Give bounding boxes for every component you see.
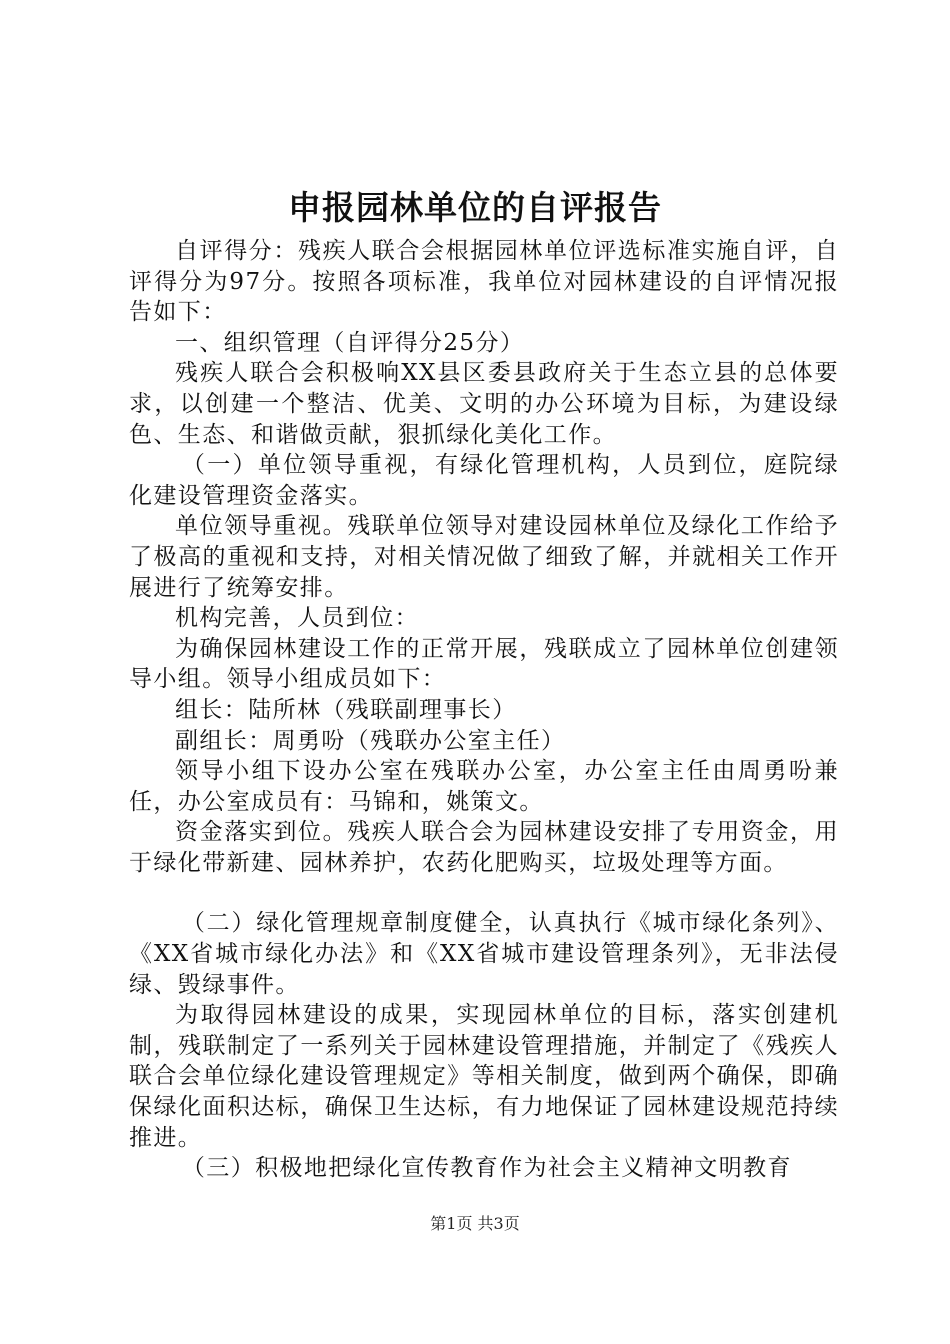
paragraph-leading-group: 为确保园林建设工作的正常开展，残联成立了园林单位创建领导小组。领导小组成员如下：	[129, 635, 839, 693]
paragraph-regulations: 为取得园林建设的成果，实现园林单位的目标，落实创建机制，残联制定了一系列关于园林建设管理措施，并制定了《残疾人联合会单位绿化建设管理规定》等相关制度，做到两个确保，即确保绿化面积达标，确保卫生达标，有力地保证了园林建设规范持续推进。	[129, 1002, 839, 1151]
paragraph-funding: 资金落实到位。残疾人联合会为园林建设安排了专用资金，用于绿化带新建、园林养护，农药化肥购买，垃圾处理等方面。	[129, 819, 839, 876]
paragraph-overview: 残疾人联合会积极响XX县区委县政府关于生态立县的总体要求，以创建一个整洁、优美、文明的办公环境为目标，为建设绿色、生态、和谐做贡献，狠抓绿化美化工作。	[129, 360, 839, 448]
document-body	[129, 236, 839, 1184]
document-title: 申报园林单位的自评报告	[288, 188, 662, 227]
paragraph-group-leader: 组长：陆所林（残联副理事长）	[175, 696, 517, 723]
page-footer: 第1页 共3页	[430, 1214, 520, 1233]
paragraph-organization: 机构完善，人员到位：	[175, 605, 419, 632]
paragraph-deputy-leader: 副组长：周勇吩（残联办公室主任）	[175, 727, 566, 754]
paragraph-leadership: 单位领导重视。残联单位领导对建设园林单位及绿化工作给予了极高的重视和支持，对相关情况做了细致了解，并就相关工作开展进行了统筹安排。	[129, 513, 839, 601]
paragraph-gap	[129, 878, 839, 908]
subheading-publicity: （三）积极地把绿化宣传教育作为社会主义精神文明教育	[181, 1155, 792, 1182]
heading-organization-management: 一、组织管理（自评得分25分）	[175, 329, 525, 356]
subheading-regulations: （二）绿化管理规章制度健全，认真执行《城市绿化条列》、《XX省城市绿化办法》和《XX省城市建设管理条列》，无非法侵绿、毁绿事件。	[129, 910, 839, 998]
subheading-leadership: （一）单位领导重视，有绿化管理机构，人员到位，庭院绿化建设管理资金落实。	[129, 452, 839, 509]
paragraph-office: 领导小组下设办公室在残联办公室，办公室主任由周勇吩兼任，办公室成员有：马锦和，姚策文。	[129, 758, 839, 815]
paragraph-self-score: 自评得分：残疾人联合会根据园林单位评选标准实施自评，自评得分为97分。按照各项标准，我单位对园林建设的自评情况报告如下：	[129, 238, 839, 326]
